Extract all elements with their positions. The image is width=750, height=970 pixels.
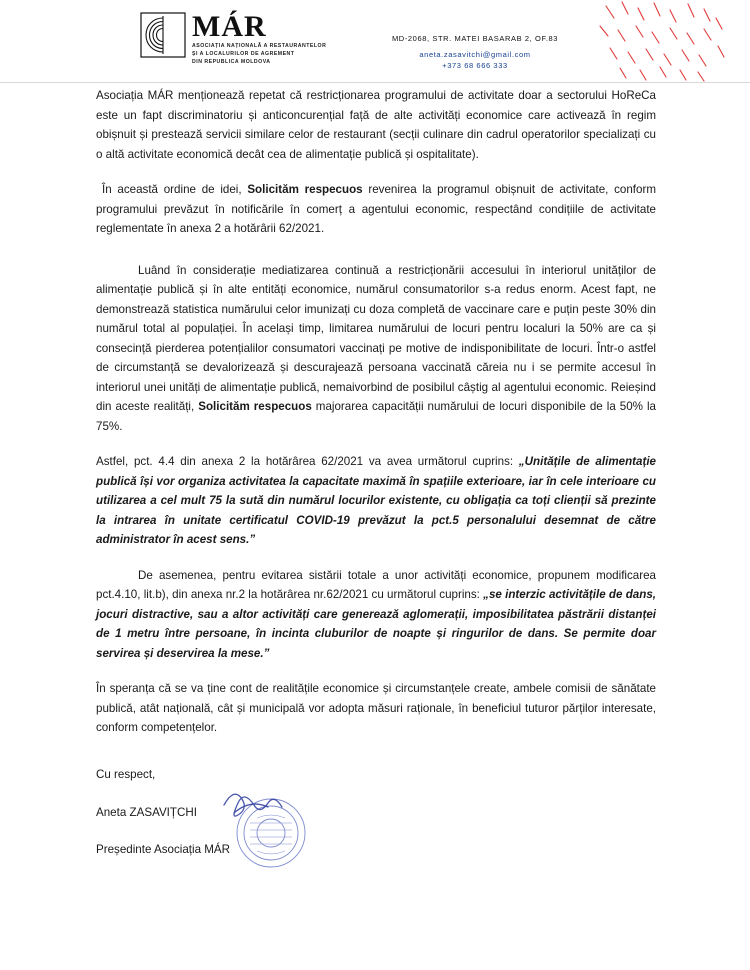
signature-block — [96, 765, 496, 860]
paragraph-2-emphasis: Solicităm respecuos — [247, 183, 363, 196]
document-body — [96, 86, 656, 750]
sparkle-decoration-icon — [592, 0, 732, 82]
paragraph-5-quote: „se interzic activitățile de dans, jocuri distractive, sau a altor activități care generează aglomerații, imposibilitatea păstrării distanței de 1 metru între persoane, în incinta cluburilor de noapte și ringurilor de dans. Se permite doar servirea și deservirea la mese.” — [96, 588, 657, 660]
contact-block — [380, 33, 570, 71]
logo-subtitle-line3: DIN REPUBLICA MOLDOVA — [192, 59, 271, 65]
signature-closing: Cu respect, — [96, 768, 156, 781]
logo-text — [192, 10, 326, 66]
paragraph-3-emphasis: Solicităm respecuos — [198, 400, 312, 413]
logo-block — [140, 10, 326, 66]
signature-name: Aneta ZASAVIȚCHI — [96, 805, 197, 819]
paragraph-3-pre: Luând în considerație mediatizarea continuă a restricționării accesului în interiorul unităților de alimentație publică și în alte entități economice, numărul consumatorilor s-a redus enorm. Acest fapt, ne demonstrează statistica numărului celor imunizați cu doza completă de vaccinare care e puțin peste 30% din numărul total al populației. În același timp, limitarea numărului de locuri pentru localuri la 50% are ca și consecință pierderea potențialilor consumatori vaccinați pe motive de indisponibilitate de locuri. Într-o astfel de circumstanță se devalorizează și descurajează persoana vaccinată căreia nu i se permite accesul în interiorul unei unități de alimentație publică, nemaivorbind de posibilul câștig al agentului economic. Reieșind din aceste realități, — [96, 263, 656, 413]
paragraph-2-pre: În această ordine de idei, — [102, 183, 248, 196]
header-divider — [0, 82, 750, 83]
email-text: aneta.zasavitchi@gmail.com — [419, 50, 531, 59]
paragraph-3-post: majorarea capacității numărului de locuri disponibile de la 50% la 75%. — [96, 400, 656, 433]
mar-logo-icon — [140, 12, 186, 58]
paragraph-4-quote: „Unitățile de alimentație publică își vor organiza activitatea la capacitate maximă în spațiile exterioare, iar în cele interioare cu utilizarea a cel mult 75 la sută din numărul locurilor existente, cu obligația ca toți clienții să prezinte la intrarea în unitate certificatul COVID-19 prevăzut la pct.5 personalului desemnat de către administrator în acest sens.” — [96, 455, 656, 546]
logo-subtitle-line1: ASOCIAȚIA NAȚIONALĂ A RESTAURANTELOR — [192, 43, 327, 49]
stamp-and-signature-icon — [216, 775, 326, 885]
paragraph-5 — [96, 566, 656, 664]
paragraph-6: În speranța că se va ține cont de realitățile economice și circumstanțele create, ambele comisii de sănătate publică, atât națională, cât și municipală vor adopta măsuri raționale, în beneficiul tuturor părților interesate, conform competențelor. — [96, 682, 656, 734]
paragraph-5-pre: De asemenea, pentru evitarea sistării totale a unor activități economice, propunem modificarea pct.4.10, lit.b), din anexa nr.2 la hotărârea nr.62/2021 cu următorul cuprins: — [96, 568, 656, 601]
paragraph-2 — [96, 180, 656, 239]
signature-title: Președinte Asociația MÁR — [96, 843, 231, 856]
paragraph-4-pre: Astfel, pct. 4.4 din anexa 2 la hotărârea 62/2021 va avea următorul cuprins: — [96, 455, 519, 468]
letterhead — [0, 0, 750, 82]
paragraph-3 — [96, 261, 656, 437]
address-text: MD-2068, STR. MATEI BASARAB 2, OF.83 — [391, 34, 559, 43]
paragraph-1: Asociația MÁR menționează repetat că restricționarea programului de activitate doar a sectorului HoReCa este un fapt discriminatoriu și anticoncurențial față de alte activități economice care activează în regim obișnuit și prestează servicii similare celor de restaurant (secții culinare din cadrul operatorilor specializați cu o altă activitate economică decât cea de alimentație publică și ospitalitate). — [96, 89, 656, 161]
logo-title: MÁR — [192, 10, 267, 43]
paragraph-4 — [96, 452, 656, 550]
logo-subtitle-line2: ȘI A LOCALURILOR DE AGREMENT — [192, 51, 295, 57]
phone-text: +373 68 666 333 — [442, 61, 508, 70]
paragraph-2-post: revenirea la programul obișnuit de activitate, conform programului prevăzut în notificările în comerț a agentului economic, respectând condițiile de activitate reglementate în anexa 2 a hotărârii 62/2021. — [96, 183, 656, 235]
